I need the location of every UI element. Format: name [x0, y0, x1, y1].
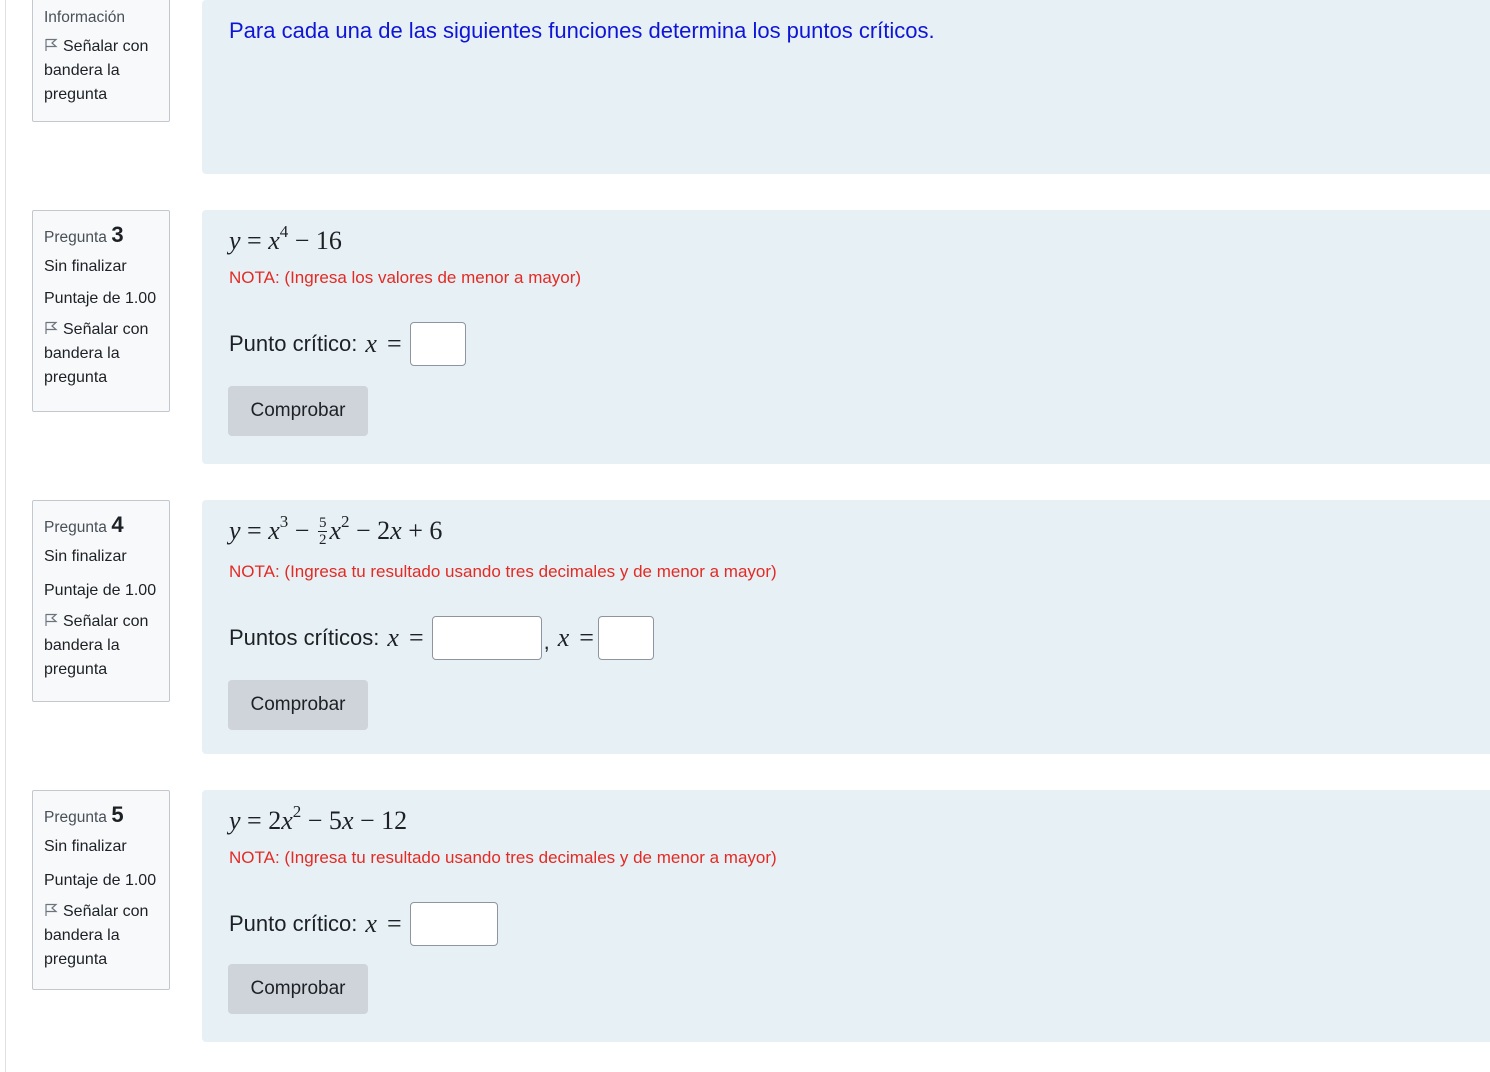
equals-sign: = [386, 329, 402, 358]
flag-text: Señalar con bandera la pregunta [44, 613, 149, 678]
info-label: Información [44, 9, 125, 26]
question-state: Sin finalizar [44, 838, 127, 855]
flag-text: Señalar con bandera la pregunta [44, 903, 149, 968]
answer-label: Puntos críticos: [229, 625, 380, 650]
info-content [202, 0, 1490, 174]
question-label: Pregunta [44, 809, 107, 826]
answer-input-1[interactable] [432, 616, 542, 660]
question-grade: Puntaje de 1.00 [44, 582, 157, 599]
flag-text: Señalar con bandera la pregunta [44, 321, 149, 386]
question-content [202, 500, 1490, 754]
flag-question-link[interactable] [44, 900, 168, 972]
comma-separator: , [543, 629, 550, 654]
question-grade: Puntaje de 1.00 [44, 290, 157, 307]
function-formula: $y = 2x^2 - 5x - 12$ [229, 802, 408, 835]
question-note: NOTA: (Ingresa los valores de menor a mayor) [229, 268, 582, 287]
question-state: Sin finalizar [44, 258, 127, 275]
info-card [32, 0, 170, 122]
flag-question-link[interactable] [44, 318, 168, 390]
equals-sign: = [386, 909, 402, 938]
answer-line [229, 902, 498, 946]
fraction-five-halves: $\frac{5}{2}$ [318, 514, 327, 548]
answer-input[interactable] [410, 902, 498, 946]
question-title [44, 802, 169, 828]
question-info-card [32, 790, 170, 990]
question-number: 4 [111, 512, 124, 537]
answer-variable: x [365, 909, 377, 938]
flag-icon [44, 903, 58, 917]
answer-variable: x [387, 623, 399, 652]
flag-icon [44, 38, 58, 52]
equals-sign: = [579, 623, 594, 652]
check-button[interactable]: Comprobar [228, 964, 368, 1014]
answer-variable-2: x [557, 623, 570, 652]
question-info-card [32, 500, 170, 702]
instruction-text: Para cada una de las siguientes funciones determina los puntos críticos. [229, 18, 935, 43]
question-content [202, 210, 1490, 464]
question-title [44, 512, 169, 538]
flag-question-link[interactable] [44, 610, 168, 682]
question-content [202, 790, 1490, 1042]
flag-icon [44, 613, 58, 627]
answer-line [229, 616, 654, 660]
question-note: NOTA: (Ingresa tu resultado usando tres decimales y de menor a mayor) [229, 848, 777, 867]
page-left-border [5, 0, 6, 1072]
question-title [44, 222, 169, 248]
equals-sign: = [408, 623, 424, 652]
question-label: Pregunta [44, 519, 107, 536]
answer-line [229, 322, 466, 366]
question-info-card [32, 210, 170, 412]
function-formula: $y = x^4 - 16$ [229, 222, 342, 255]
answer-input-2[interactable] [598, 616, 654, 660]
answer-input[interactable] [410, 322, 466, 366]
flag-question-link[interactable] [44, 35, 168, 107]
question-grade: Puntaje de 1.00 [44, 872, 157, 889]
answer-label: Punto crítico: [229, 331, 358, 356]
check-button[interactable]: Comprobar [228, 386, 368, 436]
flag-icon [44, 321, 58, 335]
question-number: 5 [111, 802, 124, 827]
answer-label: Punto crítico: [229, 911, 358, 936]
question-number: 3 [111, 222, 124, 247]
flag-text: Señalar con bandera la pregunta [44, 38, 149, 103]
question-label: Pregunta [44, 229, 107, 246]
question-state: Sin finalizar [44, 548, 127, 565]
function-formula: $y = x^3$ − $\frac{5}{2}$ $x^2 - 2x + 6$ [229, 512, 443, 548]
check-button[interactable]: Comprobar [228, 680, 368, 730]
answer-variable: x [365, 329, 377, 358]
question-note: NOTA: (Ingresa tu resultado usando tres decimales y de menor a mayor) [229, 562, 777, 581]
